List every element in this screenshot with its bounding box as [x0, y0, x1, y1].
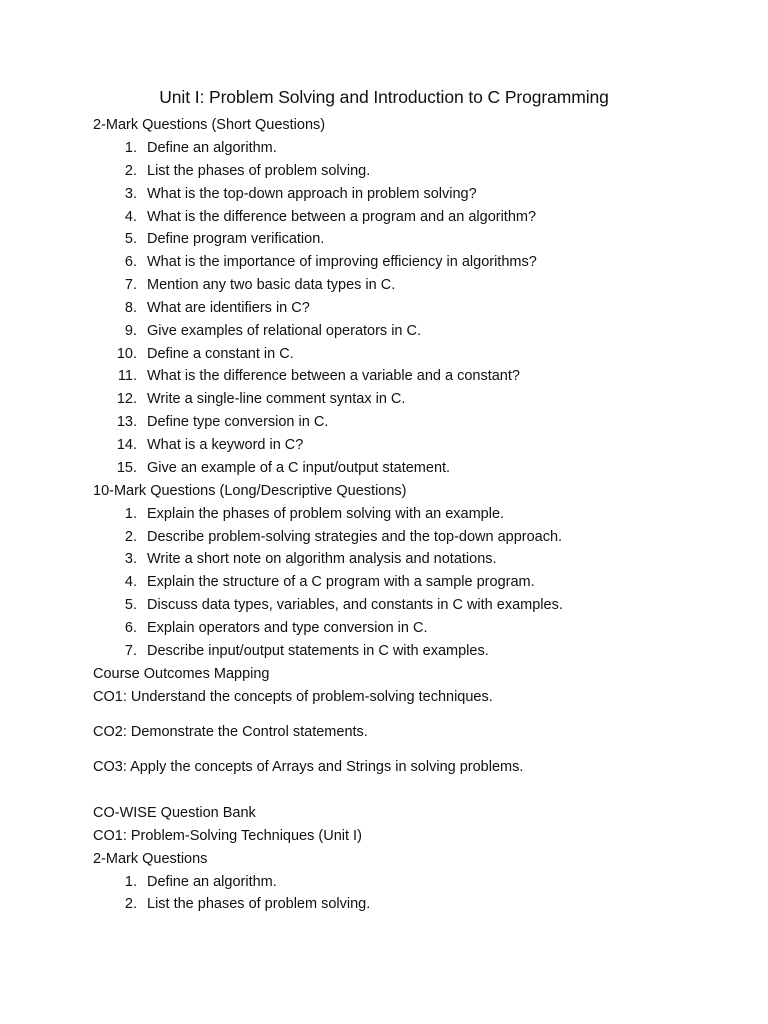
question-item: [93, 297, 753, 320]
question-number: 4.: [124, 208, 137, 225]
question-number: 7.: [124, 642, 137, 659]
question-item: [93, 871, 753, 894]
question-item: [93, 893, 753, 916]
question-text: What is the importance of improving efficiency in algorithms?: [147, 254, 537, 271]
question-number: 12.: [116, 391, 137, 408]
question-text: Define an algorithm.: [147, 873, 277, 890]
question-item: [93, 228, 753, 251]
question-item: [93, 594, 753, 617]
outcomes-heading: Course Outcomes Mapping: [93, 665, 270, 682]
question-text: List the phases of problem solving.: [147, 162, 371, 179]
question-number: 8.: [124, 299, 137, 316]
question-number: 14.: [116, 436, 137, 453]
question-number: 3.: [124, 185, 137, 202]
question-text: What is the difference between a program and an algorithm?: [147, 208, 537, 225]
question-text: Explain operators and type conversion in C.: [147, 619, 428, 636]
co-wise-subheading: CO1: Problem-Solving Techniques (Unit I): [93, 827, 362, 844]
question-number: 2.: [124, 162, 137, 179]
question-item: [93, 343, 753, 366]
question-item: [93, 526, 753, 549]
question-number: 3.: [124, 551, 137, 568]
co-wise-question-list: [93, 871, 753, 917]
two-mark-question-list: [93, 137, 753, 480]
question-text: Give an example of a C input/output statement.: [147, 459, 451, 476]
question-item: [93, 388, 753, 411]
question-number: 2.: [124, 896, 137, 913]
question-number: 2.: [124, 528, 137, 545]
course-outcome-3: CO3: Apply the concepts of Arrays and Strings in solving problems.: [93, 758, 524, 775]
question-item: [93, 571, 753, 594]
question-text: Define program verification.: [147, 231, 325, 248]
question-text: Discuss data types, variables, and constants in C with examples.: [147, 597, 563, 614]
question-item: [93, 411, 753, 434]
question-number: 4.: [124, 574, 137, 591]
question-number: 6.: [124, 254, 137, 271]
question-number: 10.: [116, 345, 137, 362]
question-text: What is the top-down approach in problem solving?: [147, 185, 477, 202]
question-number: 13.: [116, 414, 137, 431]
question-text: Explain the structure of a C program with a sample program.: [147, 574, 535, 591]
question-text: Describe problem-solving strategies and the top-down approach.: [147, 528, 563, 545]
question-text: Give examples of relational operators in C.: [147, 322, 422, 339]
ten-mark-heading: 10-Mark Questions (Long/Descriptive Questions): [93, 482, 407, 499]
question-number: 6.: [124, 619, 137, 636]
question-item: [93, 320, 753, 343]
question-text: Define a constant in C.: [147, 345, 294, 362]
question-text: Write a single-line comment syntax in C.: [147, 391, 406, 408]
question-number: 11.: [117, 368, 137, 385]
document-body: [93, 114, 753, 916]
question-number: 1.: [124, 505, 137, 522]
question-item: [93, 617, 753, 640]
question-text: Mention any two basic data types in C.: [147, 277, 396, 294]
two-mark-heading: 2-Mark Questions (Short Questions): [93, 117, 326, 133]
question-text: List the phases of problem solving.: [147, 896, 371, 913]
question-number: 9.: [124, 322, 137, 339]
question-text: Define an algorithm.: [147, 140, 277, 156]
question-item: [93, 640, 753, 663]
question-item: [93, 183, 753, 206]
question-text: Explain the phases of problem solving with an example.: [147, 505, 505, 522]
question-item: [93, 503, 753, 526]
question-item: [93, 365, 753, 388]
question-number: 5.: [124, 597, 137, 614]
question-item: [93, 434, 753, 457]
question-item: [93, 548, 753, 571]
question-number: 15.: [116, 459, 137, 476]
question-text: What are identifiers in C?: [147, 299, 310, 316]
question-item: [93, 137, 753, 160]
question-item: [93, 251, 753, 274]
course-outcome-2: CO2: Demonstrate the Control statements.: [93, 723, 368, 740]
question-number: 7.: [124, 277, 137, 294]
question-item: [93, 206, 753, 229]
question-text: What is the difference between a variable and a constant?: [147, 368, 520, 385]
question-number: 5.: [124, 231, 137, 248]
page-title: Unit I: Problem Solving and Introduction to C Programming: [159, 87, 609, 107]
question-item: [93, 274, 753, 297]
question-text: Write a short note on algorithm analysis and notations.: [147, 551, 497, 568]
question-item: [93, 457, 753, 480]
question-number: 1.: [124, 873, 137, 890]
ten-mark-question-list: [93, 503, 753, 663]
question-number: 1.: [124, 140, 137, 156]
co-wise-heading: CO-WISE Question Bank: [93, 804, 256, 821]
question-text: Describe input/output statements in C with examples.: [147, 642, 489, 659]
course-outcome-1: CO1: Understand the concepts of problem-solving techniques.: [93, 688, 493, 705]
co-wise-section-heading: 2-Mark Questions: [93, 850, 208, 867]
question-text: What is a keyword in C?: [147, 436, 304, 453]
question-item: [93, 160, 753, 183]
question-text: Define type conversion in C.: [147, 414, 329, 431]
